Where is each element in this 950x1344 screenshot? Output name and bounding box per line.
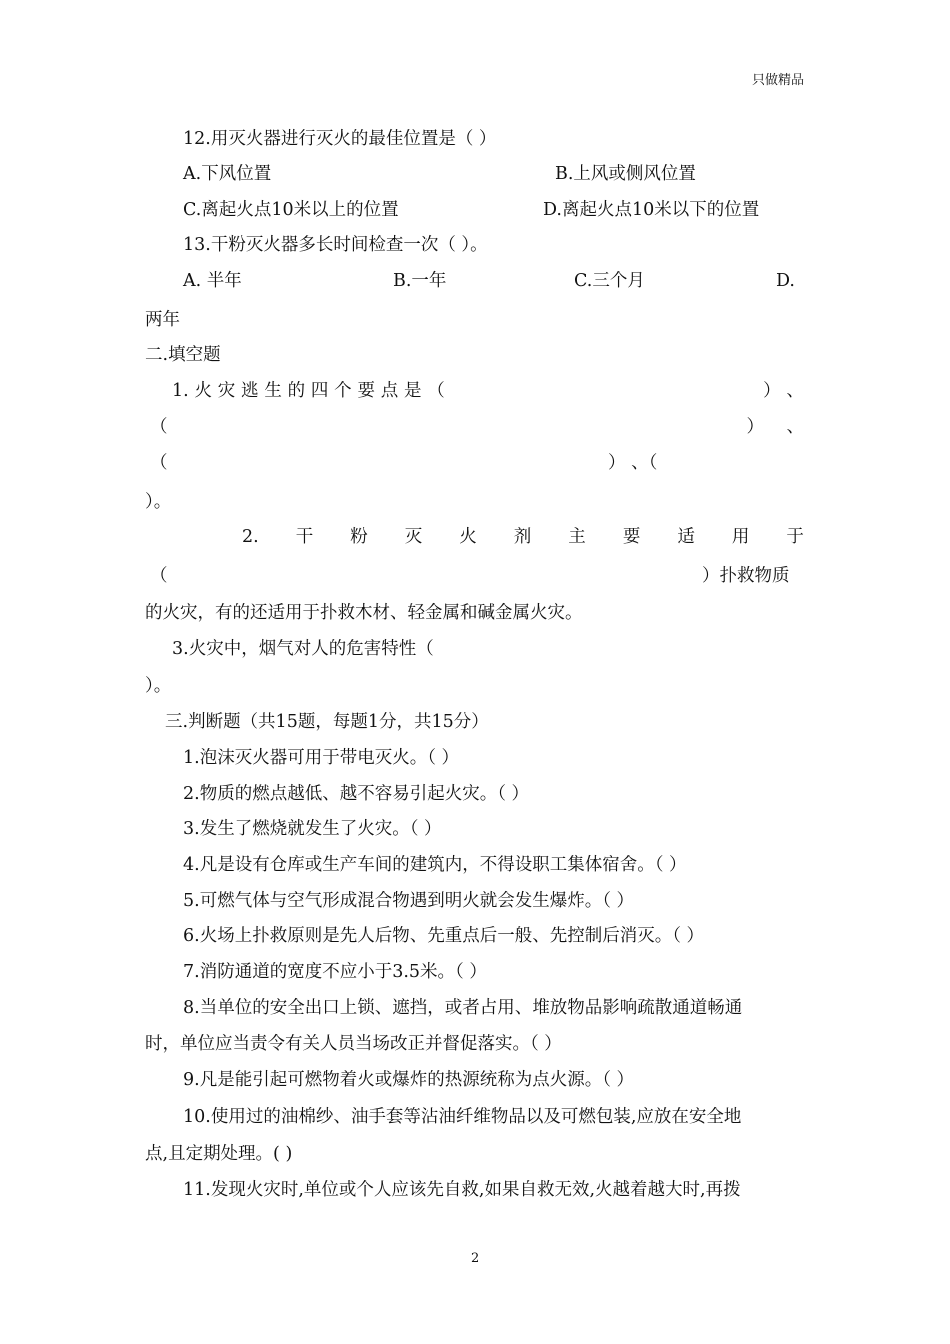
judge-item-9: 9.凡是能引起可燃物着火或爆炸的热源统称为点火源。（ ） — [183, 1070, 635, 1090]
q13-option-d: D. — [776, 271, 795, 291]
judge-item-1: 1.泡沫灭火器可用于带电灭火。（ ） — [183, 748, 460, 768]
fill-item-1-line-2: （ ） 、 — [150, 417, 804, 437]
judge-item-11-line-1: 11.发现火灾时,单位或个人应该先自救,如果自救无效,火越着越大时,再拨 — [183, 1180, 741, 1200]
page-number: 2 — [471, 1251, 480, 1266]
judge-item-2: 2.物质的燃点越低、越不容易引起火灾。（ ） — [183, 784, 530, 804]
q12-option-b: B.上风或侧风位置 — [555, 164, 696, 184]
judge-item-5: 5.可燃气体与空气形成混合物遇到明火就会发生爆炸。（ ） — [183, 891, 635, 911]
judge-item-4: 4.凡是设有仓库或生产车间的建筑内，不得设职工集体宿舍。（ ） — [183, 855, 687, 875]
judge-item-10-line-2: 点,且定期处理。( ) — [145, 1144, 293, 1164]
question-13: 13.干粉灭火器多长时间检查一次（ ）。 — [183, 235, 488, 255]
fill-item-3-line-1: 3.火灾中，烟气对人的危害特性（ — [172, 639, 434, 659]
q13-option-a: A. 半年 — [183, 271, 242, 291]
judge-item-8-line-1: 8.当单位的安全出口上锁、遮挡，或者占用、堆放物品影响疏散通道畅通 — [183, 998, 743, 1018]
fill-item-2-line-1: 2. 干 粉 灭 火 剂 主 要 适 用 于 — [242, 527, 804, 547]
question-12: 12.用灭火器进行灭火的最佳位置是（ ） — [183, 129, 497, 149]
fill-item-1-line-4: ）。 — [145, 492, 172, 512]
fill-item-1-line-1: 1. 火 灾 逃 生 的 四 个 要 点 是 （ ） 、 — [172, 381, 804, 401]
judge-item-10-line-1: 10.使用过的油棉纱、油手套等沾油纤维物品以及可燃包装,应放在安全地 — [183, 1107, 742, 1127]
fill-item-1-line-3-right: ） 、（ — [608, 453, 658, 473]
q12-option-a: A.下风位置 — [183, 164, 272, 184]
fill-item-1-line-3-left: （ — [150, 453, 168, 473]
q13-option-b: B.一年 — [393, 271, 447, 291]
header-note: 只做精品 — [752, 73, 805, 88]
section-fill-in-title: 二.填空题 — [145, 345, 221, 365]
judge-item-8-line-2: 时，单位应当责令有关人员当场改正并督促落实。（ ） — [145, 1034, 562, 1054]
q13-option-c: C.三个月 — [574, 271, 645, 291]
fill-item-3-line-2: ）。 — [145, 676, 172, 696]
judge-item-3: 3.发生了燃烧就发生了火灾。（ ） — [183, 819, 442, 839]
fill-item-2-line-2-left: （ — [150, 566, 168, 586]
section-true-false-title: 三.判断题（共15题，每题1分，共15分） — [165, 712, 489, 732]
q12-option-d: D.离起火点10米以下的位置 — [543, 200, 760, 220]
judge-item-6: 6.火场上扑救原则是先人后物、先重点后一般、先控制后消灭。（ ） — [183, 926, 705, 946]
fill-item-2-line-2-right: ）扑救物质 — [702, 566, 790, 586]
judge-item-7: 7.消防通道的宽度不应小于3.5米。（ ） — [183, 962, 487, 982]
q12-option-c: C.离起火点10米以上的位置 — [183, 200, 399, 220]
fill-item-2-line-3: 的火灾，有的还适用于扑救木材、轻金属和碱金属火灾。 — [145, 603, 583, 623]
q13-option-d-continued: 两年 — [145, 310, 180, 330]
